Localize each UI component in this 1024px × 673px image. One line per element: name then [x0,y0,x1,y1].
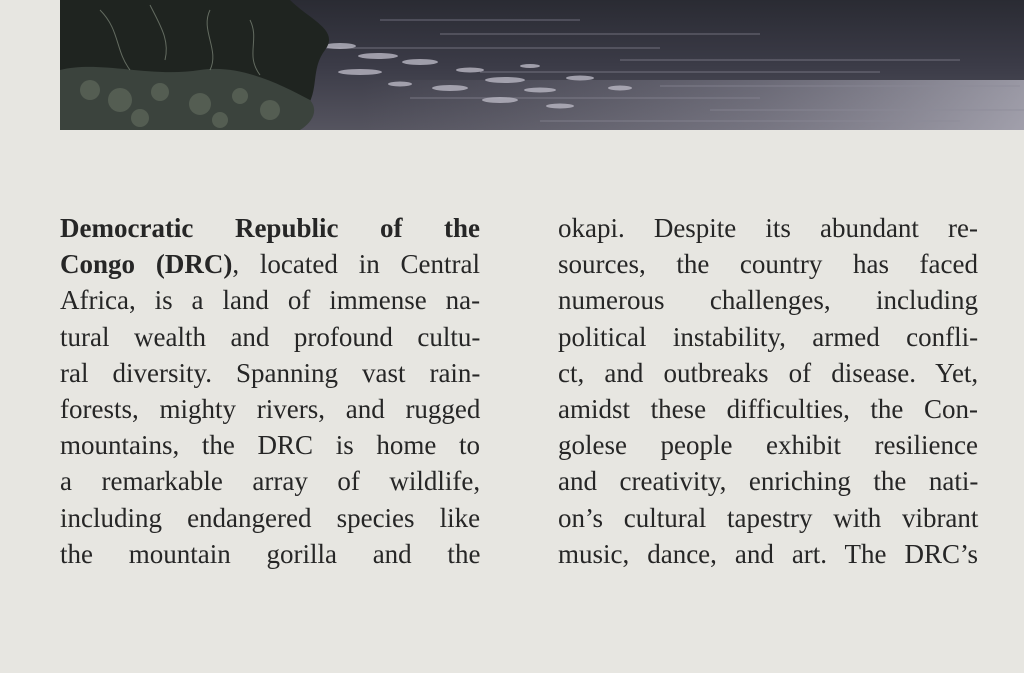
text-run: , located in Central [232,249,480,280]
text-line: tural wealth and profound cultu- [60,321,481,352]
text-line: mountains, the DRC is home to [60,430,480,461]
text-line: golese people exhibit resilience [558,430,978,461]
text-line: okapi. Despite its abundant re- [558,213,978,243]
text-line: forests, mighty rivers, and rugged [60,393,481,424]
bold-term: Democratic Republic of the [60,213,480,243]
river-landscape-image [60,0,1024,130]
text-line: including endangered species like [60,502,481,533]
text-line: and creativity, enriching the nati- [558,466,979,497]
article-column-left [60,210,480,572]
text-line: amidst these difficulties, the Con- [558,393,978,424]
text-line [60,246,480,282]
text-line: sources, the country has faced [558,249,978,280]
text-line: on’s cultural tapestry with vibrant [558,502,979,533]
text-line: ral diversity. Spanning vast rain- [60,357,481,388]
text-line [60,210,480,246]
text-line: music, dance, and art. The DRC’s [558,538,978,569]
text-line: a remarkable array of wildlife, [60,466,481,497]
text-line: Africa, is a land of immense na- [60,285,481,316]
article-column-right [558,210,978,572]
text-line: political instability, armed confli- [558,321,979,352]
hero-photo [60,0,1024,130]
text-line: numerous challenges, including [558,285,978,316]
text-line: ct, and outbreaks of disease. Yet, [558,357,979,388]
text-line: the mountain gorilla and the [60,538,481,569]
bold-term: Congo (DRC) [60,249,233,280]
